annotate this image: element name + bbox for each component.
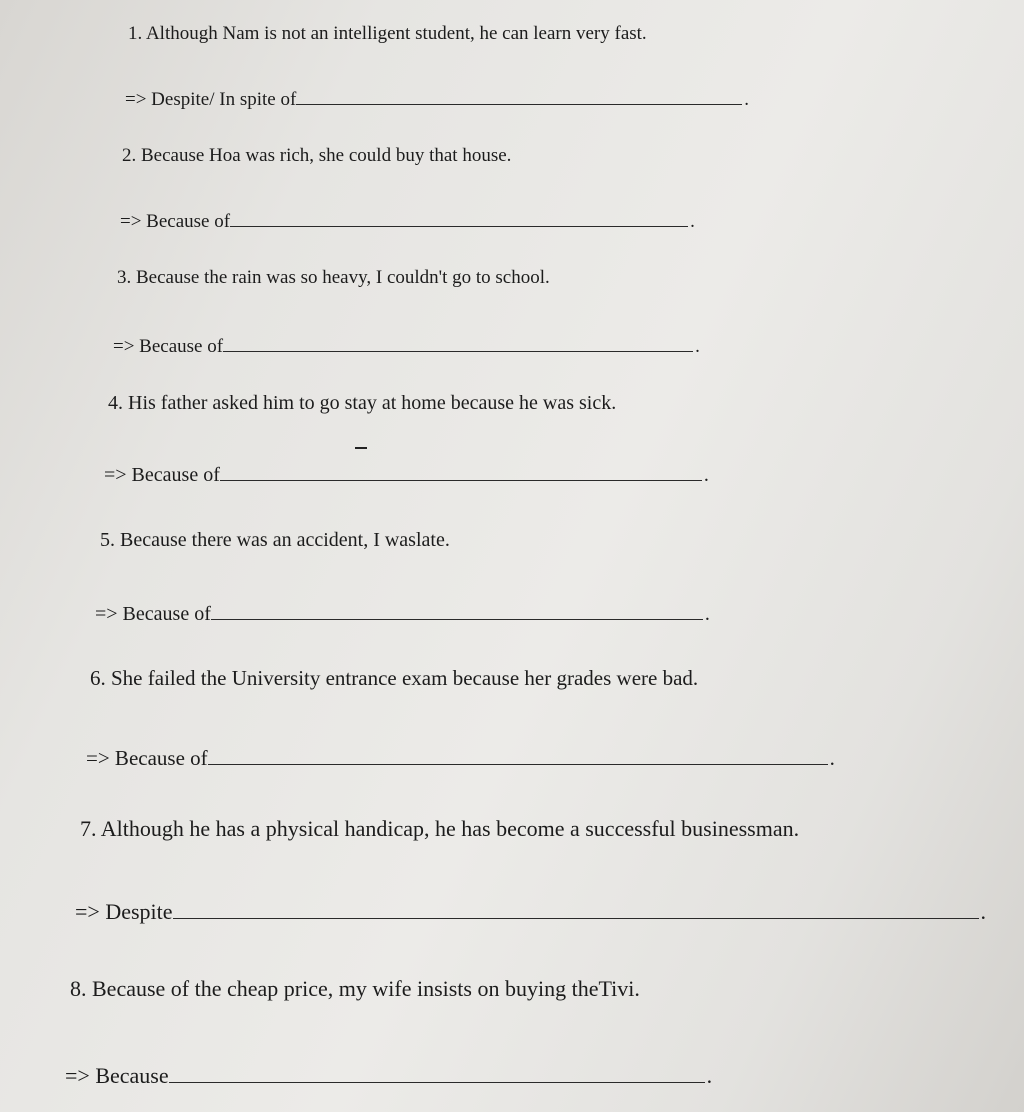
question-8: 8. Because of the cheap price, my wife insists on buying theTivi.	[70, 976, 640, 1001]
answer-blank-2[interactable]	[230, 208, 688, 227]
answer-blank-7[interactable]	[173, 900, 979, 919]
answer-line-8	[65, 1064, 712, 1087]
question-7: 7. Although he has a physical handicap, he has become a successful businessman.	[80, 816, 800, 841]
answer-prompt-2: => Because of	[120, 211, 231, 232]
answer-end-1: .	[744, 89, 750, 110]
answer-prompt-8: => Because	[65, 1063, 169, 1088]
answer-blank-1[interactable]	[296, 86, 742, 105]
answer-line-1	[125, 86, 749, 109]
answer-end-4: .	[703, 464, 709, 486]
answer-end-3: .	[695, 336, 700, 357]
question-5: 5. Because there was an accident, I waslate.	[100, 529, 450, 551]
answer-blank-4[interactable]	[220, 462, 702, 481]
answer-prompt-1: => Despite/ In spite of	[125, 89, 297, 110]
answer-end-2: .	[690, 211, 695, 232]
pen-mark	[355, 447, 367, 449]
answer-prompt-3: => Because of	[113, 336, 224, 357]
answer-end-7: .	[980, 899, 987, 924]
answer-end-8: .	[706, 1063, 713, 1088]
answer-prompt-5: => Because of	[95, 603, 211, 625]
answer-line-4	[104, 462, 709, 485]
question-1: 1. Although Nam is not an intelligent student, he can learn very fast.	[128, 23, 647, 44]
answer-blank-8[interactable]	[169, 1064, 705, 1083]
answer-line-6	[86, 746, 835, 769]
answer-blank-3[interactable]	[223, 333, 693, 352]
answer-blank-5[interactable]	[211, 601, 703, 620]
answer-prompt-4: => Because of	[104, 464, 220, 486]
answer-blank-6[interactable]	[208, 746, 828, 765]
question-2: 2. Because Hoa was rich, she could buy that house.	[122, 145, 512, 166]
answer-line-3	[113, 333, 700, 356]
answer-prompt-6: => Because of	[86, 746, 208, 770]
answer-end-5: .	[704, 603, 710, 625]
question-3: 3. Because the rain was so heavy, I couldn't go to school.	[117, 267, 550, 288]
answer-line-5	[95, 601, 710, 624]
question-4: 4. His father asked him to go stay at home because he was sick.	[108, 392, 617, 414]
answer-line-2	[120, 208, 695, 231]
answer-end-6: .	[829, 746, 835, 770]
answer-line-7	[75, 900, 986, 923]
answer-prompt-7: => Despite	[75, 899, 173, 924]
question-6: 6. She failed the University entrance exam because her grades were bad.	[90, 666, 699, 690]
